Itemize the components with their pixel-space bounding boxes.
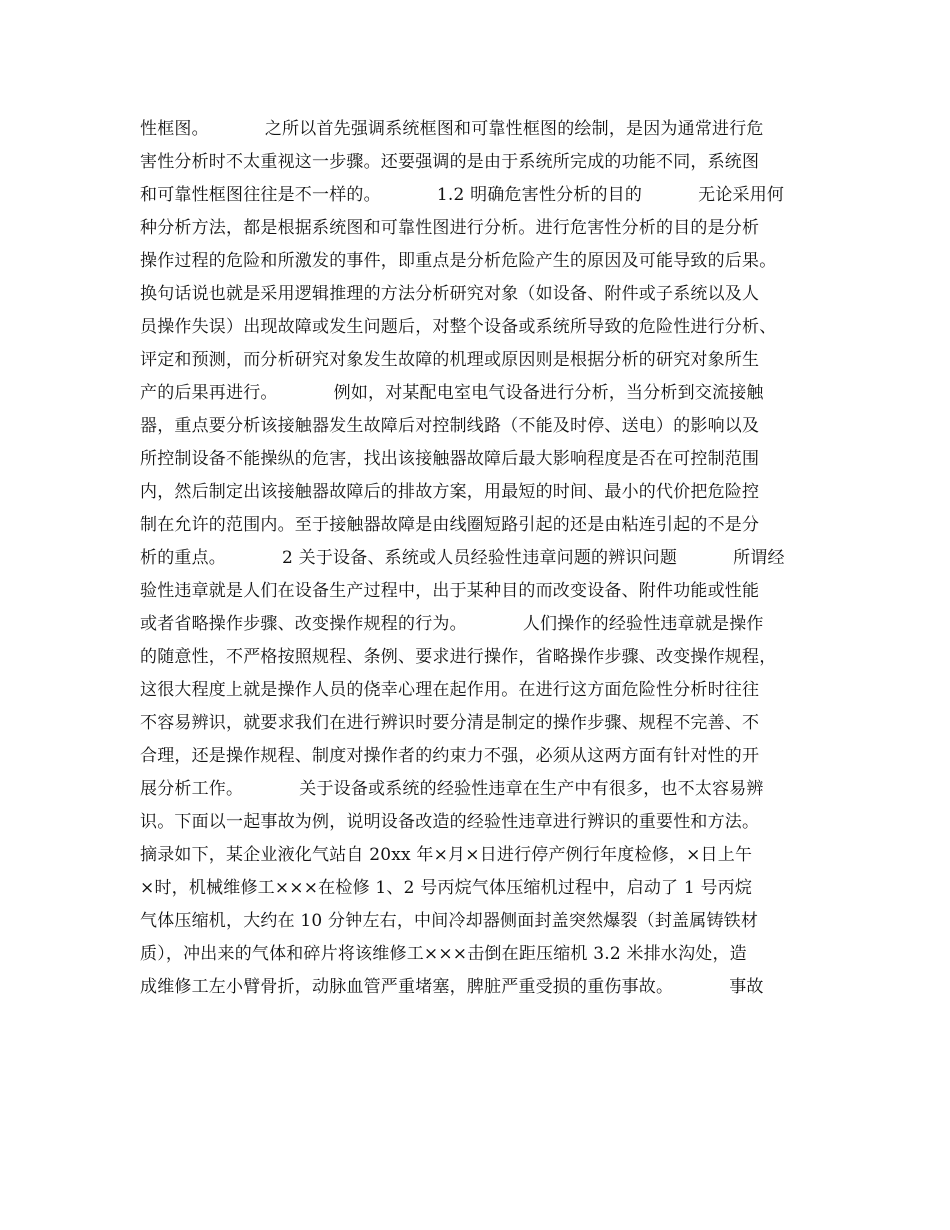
text-line: 换句话说也就是采用逻辑推理的方法分析研究对象（如设备、附件或子系统以及人 (140, 284, 760, 304)
text-line: 器，重点要分析该接触器发生故障后对控制线路（不能及时停、送电）的影响以及 (140, 416, 760, 436)
text-line: 性框图。 之所以首先强调系统框图和可靠性框图的绘制，是因为通常进行危 (140, 119, 764, 139)
text-line: 展分析工作。 关于设备或系统的经验性违章在生产中有很多，也不太容易辨 (140, 779, 764, 799)
text-line: 内，然后制定出该接触器故障后的排故方案，用最短的时间、最小的代价把危险控 (140, 482, 760, 502)
text-line: 析的重点。 2 关于设备、系统或人员经验性违章问题的辨识问题 所谓经 (140, 548, 785, 568)
text-line: 气体压缩机，大约在 10 分钟左右，中间冷却器侧面封盖突然爆裂（封盖属铸铁材 (140, 911, 759, 931)
text-line: 员操作失误）出现故障或发生问题后，对整个设备或系统所导致的危险性进行分析、 (140, 317, 777, 337)
text-line: 和可靠性框图往往是不一样的。 1.2 明确危害性分析的目的 无论采用何 (140, 185, 785, 205)
text-line: 所控制设备不能操纵的危害，找出该接触器故障后最大影响程度是否在可控制范围 (140, 449, 760, 469)
text-line: 产的后果再进行。 例如，对某配电室电气设备进行分析，当分析到交流接触 (140, 383, 764, 403)
text-line: 的随意性，不严格按照规程、条例、要求进行操作，省略操作步骤、改变操作规程， (140, 647, 777, 667)
text-line: 合理，还是操作规程、制度对操作者的约束力不强，必须从这两方面有针对性的开 (140, 746, 760, 766)
text-line: ×时，机械维修工×××在检修 1、2 号丙烷气体压缩机过程中，启动了 1 号丙烷 (140, 878, 753, 898)
text-line: 验性违章就是人们在设备生产过程中，出于某种目的而改变设备、附件功能或性能 (140, 581, 760, 601)
text-line: 评定和预测，而分析研究对象发生故障的机理或原因则是根据分析的研究对象所生 (140, 350, 760, 370)
text-line: 制在允许的范围内。至于接触器故障是由线圈短路引起的还是由粘连引起的不是分 (140, 515, 760, 535)
text-line: 操作过程的危险和所激发的事件，即重点是分析危险产生的原因及可能导致的后果。 (140, 251, 777, 271)
text-line: 不容易辨识，就要求我们在进行辨识时要分清是制定的操作步骤、规程不完善、不 (140, 713, 760, 733)
text-line: 摘录如下，某企业液化气站自 20xx 年×月×日进行停产例行年度检修，×日上午 (140, 845, 753, 865)
text-line: 种分析方法，都是根据系统图和可靠性图进行分析。进行危害性分析的目的是分析 (140, 218, 760, 238)
text-line: 成维修工左小臂骨折，动脉血管严重堵塞，脾脏严重受损的重伤事故。 事故 (140, 977, 764, 997)
text-line: 这很大程度上就是操作人员的侥幸心理在起作用。在进行这方面危险性分析时往往 (140, 680, 760, 700)
text-line: 识。下面以一起事故为例，说明设备改造的经验性违章进行辨识的重要性和方法。 (140, 812, 760, 832)
text-line: 质），冲出来的气体和碎片将该维修工×××击倒在距压缩机 3.2 米排水沟处，造 (140, 944, 747, 964)
text-line: 或者省略操作步骤、改变操作规程的行为。 人们操作的经验性违章就是操作 (140, 614, 764, 634)
document-body (140, 113, 820, 1004)
text-line: 害性分析时不太重视这一步骤。还要强调的是由于系统所完成的功能不同，系统图 (140, 152, 760, 172)
